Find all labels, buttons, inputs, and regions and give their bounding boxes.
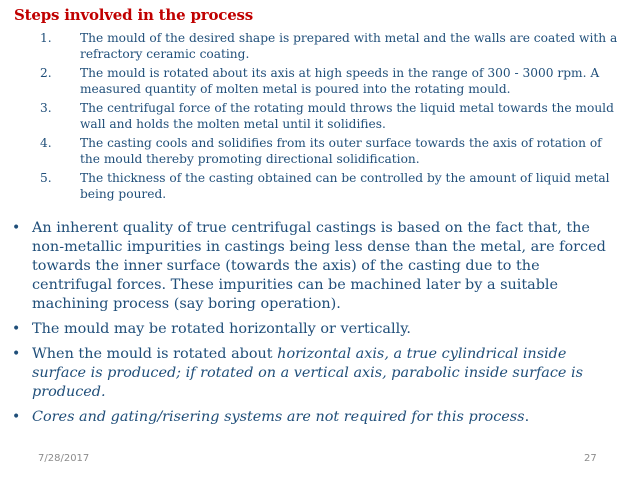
bullet-text-plain: . <box>524 409 530 425</box>
list-item <box>40 170 625 202</box>
list-item <box>40 100 625 132</box>
slide-title: Steps involved in the process <box>14 6 254 24</box>
list-item <box>40 65 625 97</box>
step-text: The mould of the desired shape is prepared with metal and the walls are coated with a refractory ceramic coating. <box>80 31 618 61</box>
bullet-icon: • <box>12 220 21 236</box>
bullet-icon: • <box>12 321 21 337</box>
bullet-text <box>32 408 618 427</box>
page-number: 27 <box>584 453 597 464</box>
bullet-text-italic: horizontal axis, a true cylindrical inside surface is produced; if rotated on a vertical axis, parabolic inside surface is produced. <box>32 346 584 400</box>
bullet-list <box>10 219 618 433</box>
bullet-text: The mould may be rotated horizontally or vertically. <box>32 321 412 337</box>
step-number: 4. <box>40 136 52 150</box>
step-number: 5. <box>40 171 52 185</box>
list-item <box>40 30 625 62</box>
footer-date: 7/28/2017 <box>38 453 90 464</box>
bullet-text-italic: Cores and gating/risering systems are not required for this process <box>32 409 525 425</box>
bullet-text-plain: When the mould is rotated about <box>32 346 278 362</box>
step-text: The mould is rotated about its axis at high speeds in the range of 300 - 3000 rpm. A measured quantity of molten metal is poured into the rotating mould. <box>80 66 600 96</box>
bullet-text: An inherent quality of true centrifugal castings is based on the fact that, the non-metallic impurities in castings being less dense than the metal, are forced towards the inner surface (towards the axis) of the casting due to the centrifugal forces. These impurities can be machined later by a suitable machining process (say boring operation). <box>32 220 606 312</box>
bullet-item <box>10 345 618 402</box>
bullet-text <box>32 345 618 402</box>
list-item <box>40 135 625 167</box>
bullet-item <box>10 408 618 427</box>
step-text: The casting cools and solidifies from its outer surface towards the axis of rotation of the mould thereby promoting directional solidification. <box>80 136 602 166</box>
step-text: The thickness of the casting obtained can be controlled by the amount of liquid metal being poured. <box>80 171 610 201</box>
bullet-icon: • <box>12 346 21 362</box>
bullet-item <box>10 320 618 339</box>
step-number: 1. <box>40 31 52 45</box>
steps-list <box>40 30 625 205</box>
bullet-icon: • <box>12 409 21 425</box>
step-number: 2. <box>40 66 52 80</box>
step-text: The centrifugal force of the rotating mould throws the liquid metal towards the mould wall and holds the molten metal until it solidifies. <box>80 101 614 131</box>
bullet-item <box>10 219 618 314</box>
step-number: 3. <box>40 101 52 115</box>
